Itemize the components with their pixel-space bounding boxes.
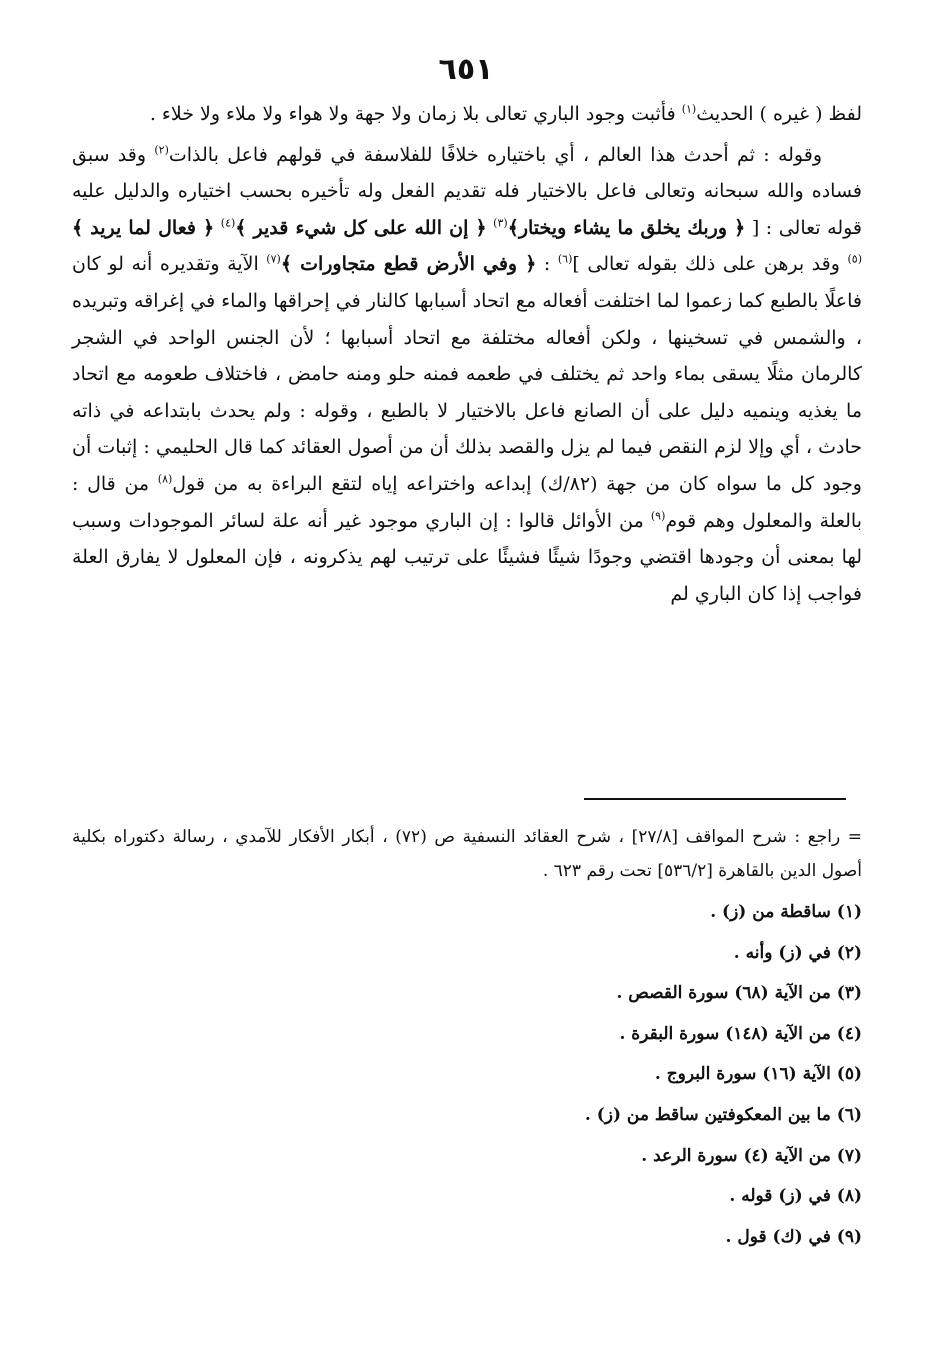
footnote-item: (١) ساقطة من (ز) . (710, 902, 862, 922)
footnote-ref: (٣) (493, 216, 508, 230)
footnote-continuation: = راجع : شرح المواقف [٢٧/٨] ، شرح العقائد النسفية ص (٧٢) ، أبكار الأفكار للآمدي ، رسالة دكتوراه بكلية أصول الدين بالقاهرة [٥٣٦/٢] تحت رقم ٦٢٣ . (72, 827, 863, 881)
text-run: من قال : بالعلة والمعلول وهم قوم (72, 472, 863, 532)
footnote-ref: (٩) (650, 509, 666, 523)
footnote-ref: (٥) (847, 253, 862, 267)
quran-verse: ﴿ وفي الأرض قطع متجاورات ﴾ (280, 253, 537, 276)
footnote-item: (٥) الآية (١٦) سورة البروج . (654, 1064, 862, 1085)
footnote-item: (٨) في (ز) قوله . (729, 1186, 862, 1207)
quran-verse: ﴿ فعال لما يريد ﴾ (72, 216, 215, 239)
paragraph-2 (72, 137, 862, 613)
footnote-item: (٤) من الآية (١٤٨) سورة البقرة . (619, 1023, 862, 1044)
text-run: الآية وتقديره أنه لو كان فاعلًا بالطبع كما زعموا لما اختلفت أفعاله مع اتحاد أسبابها كالنار في إحراقها والماء في إغراقه وتبريده ، والشمس في تسخينها ، ولكن أفعاله مختلفة مع اتحاد أسبابها ؛ لأن الجنس الواحد في الشجر كالرمان مثلًا يسقى بماء واحد ثم يختلف في طعمه فمنه حلو ومنه حامض ، فاختلاف طعومه مع اتحاد ما يغذيه وينميه دليل على أن الصانع فاعل بالاختيار لا بالطبع ، وقوله : ولم يحدث بابتداعه في ذاته حادث ، أي وإلا لزم النقص فيما لم يزل والقصد بذلك أن من أصول العقائد كما قال الحليمي : إثبات أن وجود كل ما سواه كان من جهة (٨٢/ك) إبداعه واختراعه إياه لتقع البراءة به من قول (72, 253, 862, 495)
paragraph-1 (72, 96, 862, 133)
quran-verse: ﴿ إن الله على كل شيء قدير ﴾ (235, 216, 487, 239)
footnote-ref: (١) (681, 102, 697, 116)
footnote-ref: (٧) (266, 253, 281, 267)
text-run: وقوله : ثم أحدث هذا العالم ، أي باختياره خلافًا للفلاسفة في قولهم فاعل بالذات (168, 143, 822, 166)
text-run: من الأوائل قالوا : إن الباري موجود غير أنه علة لسائر الموجودات وسبب لها بمعنى أن وجودها اقتضي وجودًا شيئًا فشيئًا على ترتيب لهم يذكرونه ، فإن المعلول لا يفارق العلة فواجب إذا كان الباري لم (72, 509, 862, 605)
footnote-ref: (٦) (557, 253, 573, 267)
footnote-list (72, 892, 862, 1257)
text-run: وقد برهن على ذلك بقوله تعالى ] (572, 253, 848, 276)
footnote-ref: (٤) (220, 216, 236, 230)
quran-verse: ﴿ وربك يخلق ما يشاء ويختار﴾ (507, 216, 746, 239)
footnote-separator (584, 798, 846, 800)
footnote-ref: (٢) (154, 143, 169, 157)
footnote-item: (٢) في (ز) وأنه . (733, 942, 862, 963)
footnote-item: (٧) من الآية (٤) سورة الرعد . (641, 1145, 862, 1166)
footnote-ref: (٨) (157, 472, 173, 486)
footnote-item: (٦) ما بين المعكوفتين ساقط من (ز) . (584, 1104, 862, 1125)
text-run: لفظ ( غيره ) الحديث (696, 103, 862, 125)
footnotes (72, 820, 862, 1257)
text-run: فأثبت وجود الباري تعالى بلا زمان ولا جهة ولا هواء ولا ملاء ولا خلاء . (149, 103, 682, 125)
page-number: ٦٥١ (438, 52, 494, 87)
footnote-item: (٣) من الآية (٦٨) سورة القصص . (616, 983, 862, 1004)
text-run: : (536, 253, 558, 276)
text-run: وقد سبق فساده والله سبحانه وتعالى فاعل بالاختيار فله تقديم الفعل وله تأخيره بحسب اختياره والدليل عليه قوله تعالى : [ (72, 143, 863, 239)
footnote-item: (٩) في (ك) قول . (725, 1226, 862, 1247)
main-text (72, 96, 862, 612)
